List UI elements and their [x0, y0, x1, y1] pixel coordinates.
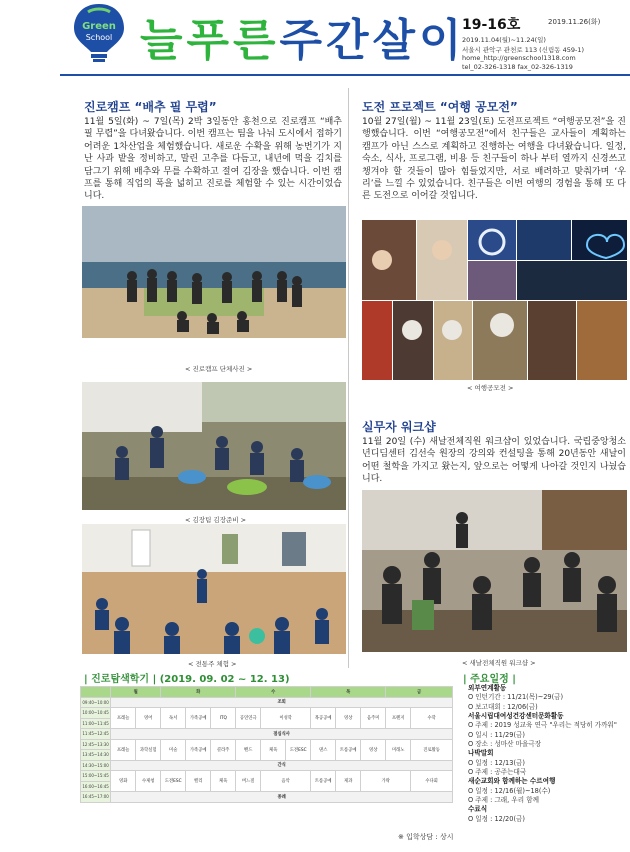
class-cell: 밸리 [186, 771, 211, 792]
kimchi-prep-photo [82, 382, 346, 510]
table-row [81, 729, 453, 740]
key-schedule-heading: 나박말회 [468, 749, 494, 758]
class-cell: 수학 [411, 708, 453, 729]
key-schedule-item: O 일정 : 12/16(월)~18(수) [468, 786, 551, 795]
class-cell: 트롬공예 [336, 739, 361, 760]
class-cell: 제과 [336, 771, 361, 792]
class-cell: 진로활동 [411, 739, 453, 760]
key-schedule-heading: 외부연계활동 [468, 684, 507, 692]
class-cell: 도전ESC [286, 739, 311, 760]
class-cell: 콜라주 [211, 739, 236, 760]
contact-numbers: tel_02-326-1318 fax_02-326-1319 [462, 63, 573, 71]
time-cell: 09:40~10:00 [81, 697, 111, 708]
band-cell: 종례 [111, 792, 453, 803]
band-cell: 간식 [111, 760, 453, 771]
time-cell: 13:45~14:30 [81, 750, 111, 761]
camp-title: 진로캠프 “배추 필 무렵” [84, 100, 217, 114]
class-cell: 가족공예 [186, 739, 211, 760]
time-cell: 11:45~12:45 [81, 729, 111, 740]
workshop-title: 실무자 워크샵 [362, 420, 436, 434]
issue-number: 19-16호 [462, 17, 521, 33]
time-cell: 16:45~17:00 [81, 792, 111, 803]
key-schedule-item: O 장소 : 성마산 마을극장 [468, 740, 542, 749]
class-cell: 과학실험 [136, 739, 161, 760]
day-tue: 화 [161, 687, 236, 698]
class-cell: 체육 [261, 739, 286, 760]
class-cell: 미래노 [386, 739, 411, 760]
day-thu: 목 [311, 687, 386, 698]
time-cell: 16:00~16:45 [81, 781, 111, 792]
class-cell: 수제청 [136, 771, 161, 792]
key-schedule-item: O 주제 : 2019 성교육 연극 "우리는 적당히 가까워" [468, 721, 617, 730]
camp-photo2-caption: < 김장팀 김장준비 > [185, 516, 247, 524]
issue-date: 2019.11.26(화) [548, 18, 601, 26]
key-schedule-item: O 보고대회 : 12/06(금) [468, 702, 538, 711]
table-row [81, 708, 453, 719]
issue-period: 2019.11.04(월)~11.24(일) [462, 36, 546, 44]
camp-group-photo [82, 206, 346, 338]
class-cell: 가족공예 [186, 708, 211, 729]
masthead-title [140, 4, 466, 68]
masthead-rule [60, 74, 630, 76]
class-cell: 프레늘 [111, 708, 136, 729]
key-schedule-item: O 주제 : 공주는대국 [468, 768, 527, 777]
class-cell: 이성학 [261, 708, 311, 729]
table-row [81, 792, 453, 803]
workshop-body: 11월 20일 (수) 새날전체직원 워크샵이 있었습니다. 국립중앙청소년디딤센터 김선숙 원장의 강의와 컨설팅을 통해 20년동안 새날이 어떤 철학을 가지고 왔는지, 앞으로는 어떻게 나아갈 것인지 나눴습니다. [362, 437, 626, 485]
trip-body: 10월 27일(월) ~ 11월 23일(토) 도전프로젝트 “여행공모전”을 진행했습니다. 이번 “여행공모전”에서 친구들은 교사들이 계획하는 캠프가 아닌 스스로 계획하고 진행하는 여행을 다녀왔습니다. 일정, 숙소, 식사, 프로그램, 비용 등 친구들이 하나 부터 열까지 신경쓰고 챙겨야 할 것들이 많아 힘들었지만, 서로 배려하고 맞춰가며 ‘우리’를 느낄 수 있었습니다. 친구들은 이번 여행의 경험을 통해 또 다른 도전으로 이어갈 것입니다. [362, 117, 626, 202]
schedule-header-row [81, 687, 453, 698]
key-schedule-item: O 인턴기간 : 11/21(목)~29(금) [468, 693, 564, 702]
class-cell: 가락 [361, 771, 411, 792]
day-wed: 수 [236, 687, 311, 698]
address: 서울시 관악구 관천로 113 (신림동 459-1) [462, 46, 585, 54]
class-cell: 프레늘 [111, 739, 136, 760]
class-cell: 미술 [161, 739, 186, 760]
class-cell: 밴드 [236, 739, 261, 760]
traditional-liquor-photo [82, 524, 346, 654]
class-cell: 댄스 [311, 739, 336, 760]
camp-body: 11월 5일(화) ~ 7일(목) 2박 3일동안 홍천으로 진로캠프 “배추 필 무렵”을 다녀왔습니다. 이번 캠프는 팀을 나눠 도시에서 접하기 어려운 1차산업을 체험했습니다. 새로운 수확을 위해 농번기가 지난 사과 밭을 정비하고, 말린 고추를 다듬고, 내년에 먹을 김치를 담그기 위해 배추와 무를 수확하고 절여 김장을 했습니다. 이번 캠프를 통해 직업의 폭을 넓히고 진로를 체험할 수 있는 시간이었습니다. [84, 117, 342, 202]
class-cell: 도전ESC [161, 771, 186, 792]
band-cell: 점심식사 [111, 729, 453, 740]
key-schedule-item: O 일정 : 12/13(금) [468, 758, 525, 767]
class-cell: 버느질 [236, 771, 261, 792]
class-cell: 수다회 [411, 771, 453, 792]
key-schedule-item: O 주제 : 그래, 우리 함께 [468, 796, 539, 805]
class-cell: 트롬공예 [311, 771, 336, 792]
class-cell: ITQ [211, 708, 236, 729]
table-row [81, 739, 453, 750]
class-cell: 목공공예 [311, 708, 336, 729]
masthead-title-part1: 늘푸른 [140, 15, 280, 66]
time-cell: 11:00~11:45 [81, 718, 111, 729]
camp-photo1-caption: < 진로캠프 단체사진 > [185, 365, 253, 373]
schedule-title: | 진로탐색학기 | (2019. 09. 02 ~ 12. 13) [84, 674, 290, 685]
band-cell: 조회 [111, 697, 453, 708]
trip-photo-collage [362, 220, 627, 380]
key-schedule-heading: 서울시립대여성건강센터문화활동 [468, 712, 564, 721]
class-cell: 음악 [261, 771, 311, 792]
class-cell: 프렌지 [386, 708, 411, 729]
table-row [81, 771, 453, 782]
key-schedule-list [468, 684, 628, 824]
key-schedule-item: O 일시 : 11/29(금) [468, 730, 525, 739]
admission-note: ※ 입학상담 : 상시 [398, 833, 454, 841]
class-cell: 체육 [211, 771, 236, 792]
trip-title: 도전 프로젝트 “여행 공모전” [362, 100, 518, 114]
greenschool-logo [70, 2, 128, 64]
class-cell: 영어 [136, 708, 161, 729]
logo-text-top: Green [82, 21, 116, 32]
schedule-table [80, 686, 453, 803]
table-row [81, 697, 453, 708]
day-mon: 월 [111, 687, 161, 698]
column-divider [348, 88, 349, 668]
workshop-caption: < 새날전체직원 워크샵 > [462, 659, 536, 667]
masthead-title-part2: 주간살이 [279, 15, 466, 66]
class-cell: 공연연극 [236, 708, 261, 729]
day-fri: 금 [386, 687, 453, 698]
class-cell: 음주미 [361, 708, 386, 729]
time-cell: 10:00~10:45 [81, 708, 111, 719]
key-schedule-heading: 새순교회와 함께하는 수르여행 [468, 777, 556, 786]
schedule-corner [81, 687, 111, 698]
table-row [81, 760, 453, 771]
time-cell: 15:00~15:45 [81, 771, 111, 782]
class-cell: 영화 [111, 771, 136, 792]
key-schedule-title: | 주요일정 | [463, 674, 516, 685]
class-cell: 독서 [161, 708, 186, 729]
homepage: home_http://greenschool1318.com [462, 54, 576, 62]
logo-text-bottom: School [85, 33, 113, 42]
class-cell: 영상 [361, 739, 386, 760]
class-cell: 영상 [336, 708, 361, 729]
time-cell: 14:30~15:00 [81, 760, 111, 771]
trip-caption: < 여행공모전 > [467, 384, 514, 392]
key-schedule-item: O 일정 : 12/20(금) [468, 814, 525, 823]
time-cell: 12:45~13:30 [81, 739, 111, 750]
workshop-photo [362, 490, 627, 652]
camp-photo3-caption: < 전통주 체험 > [188, 660, 237, 668]
key-schedule-heading: 수료식 [468, 805, 488, 814]
